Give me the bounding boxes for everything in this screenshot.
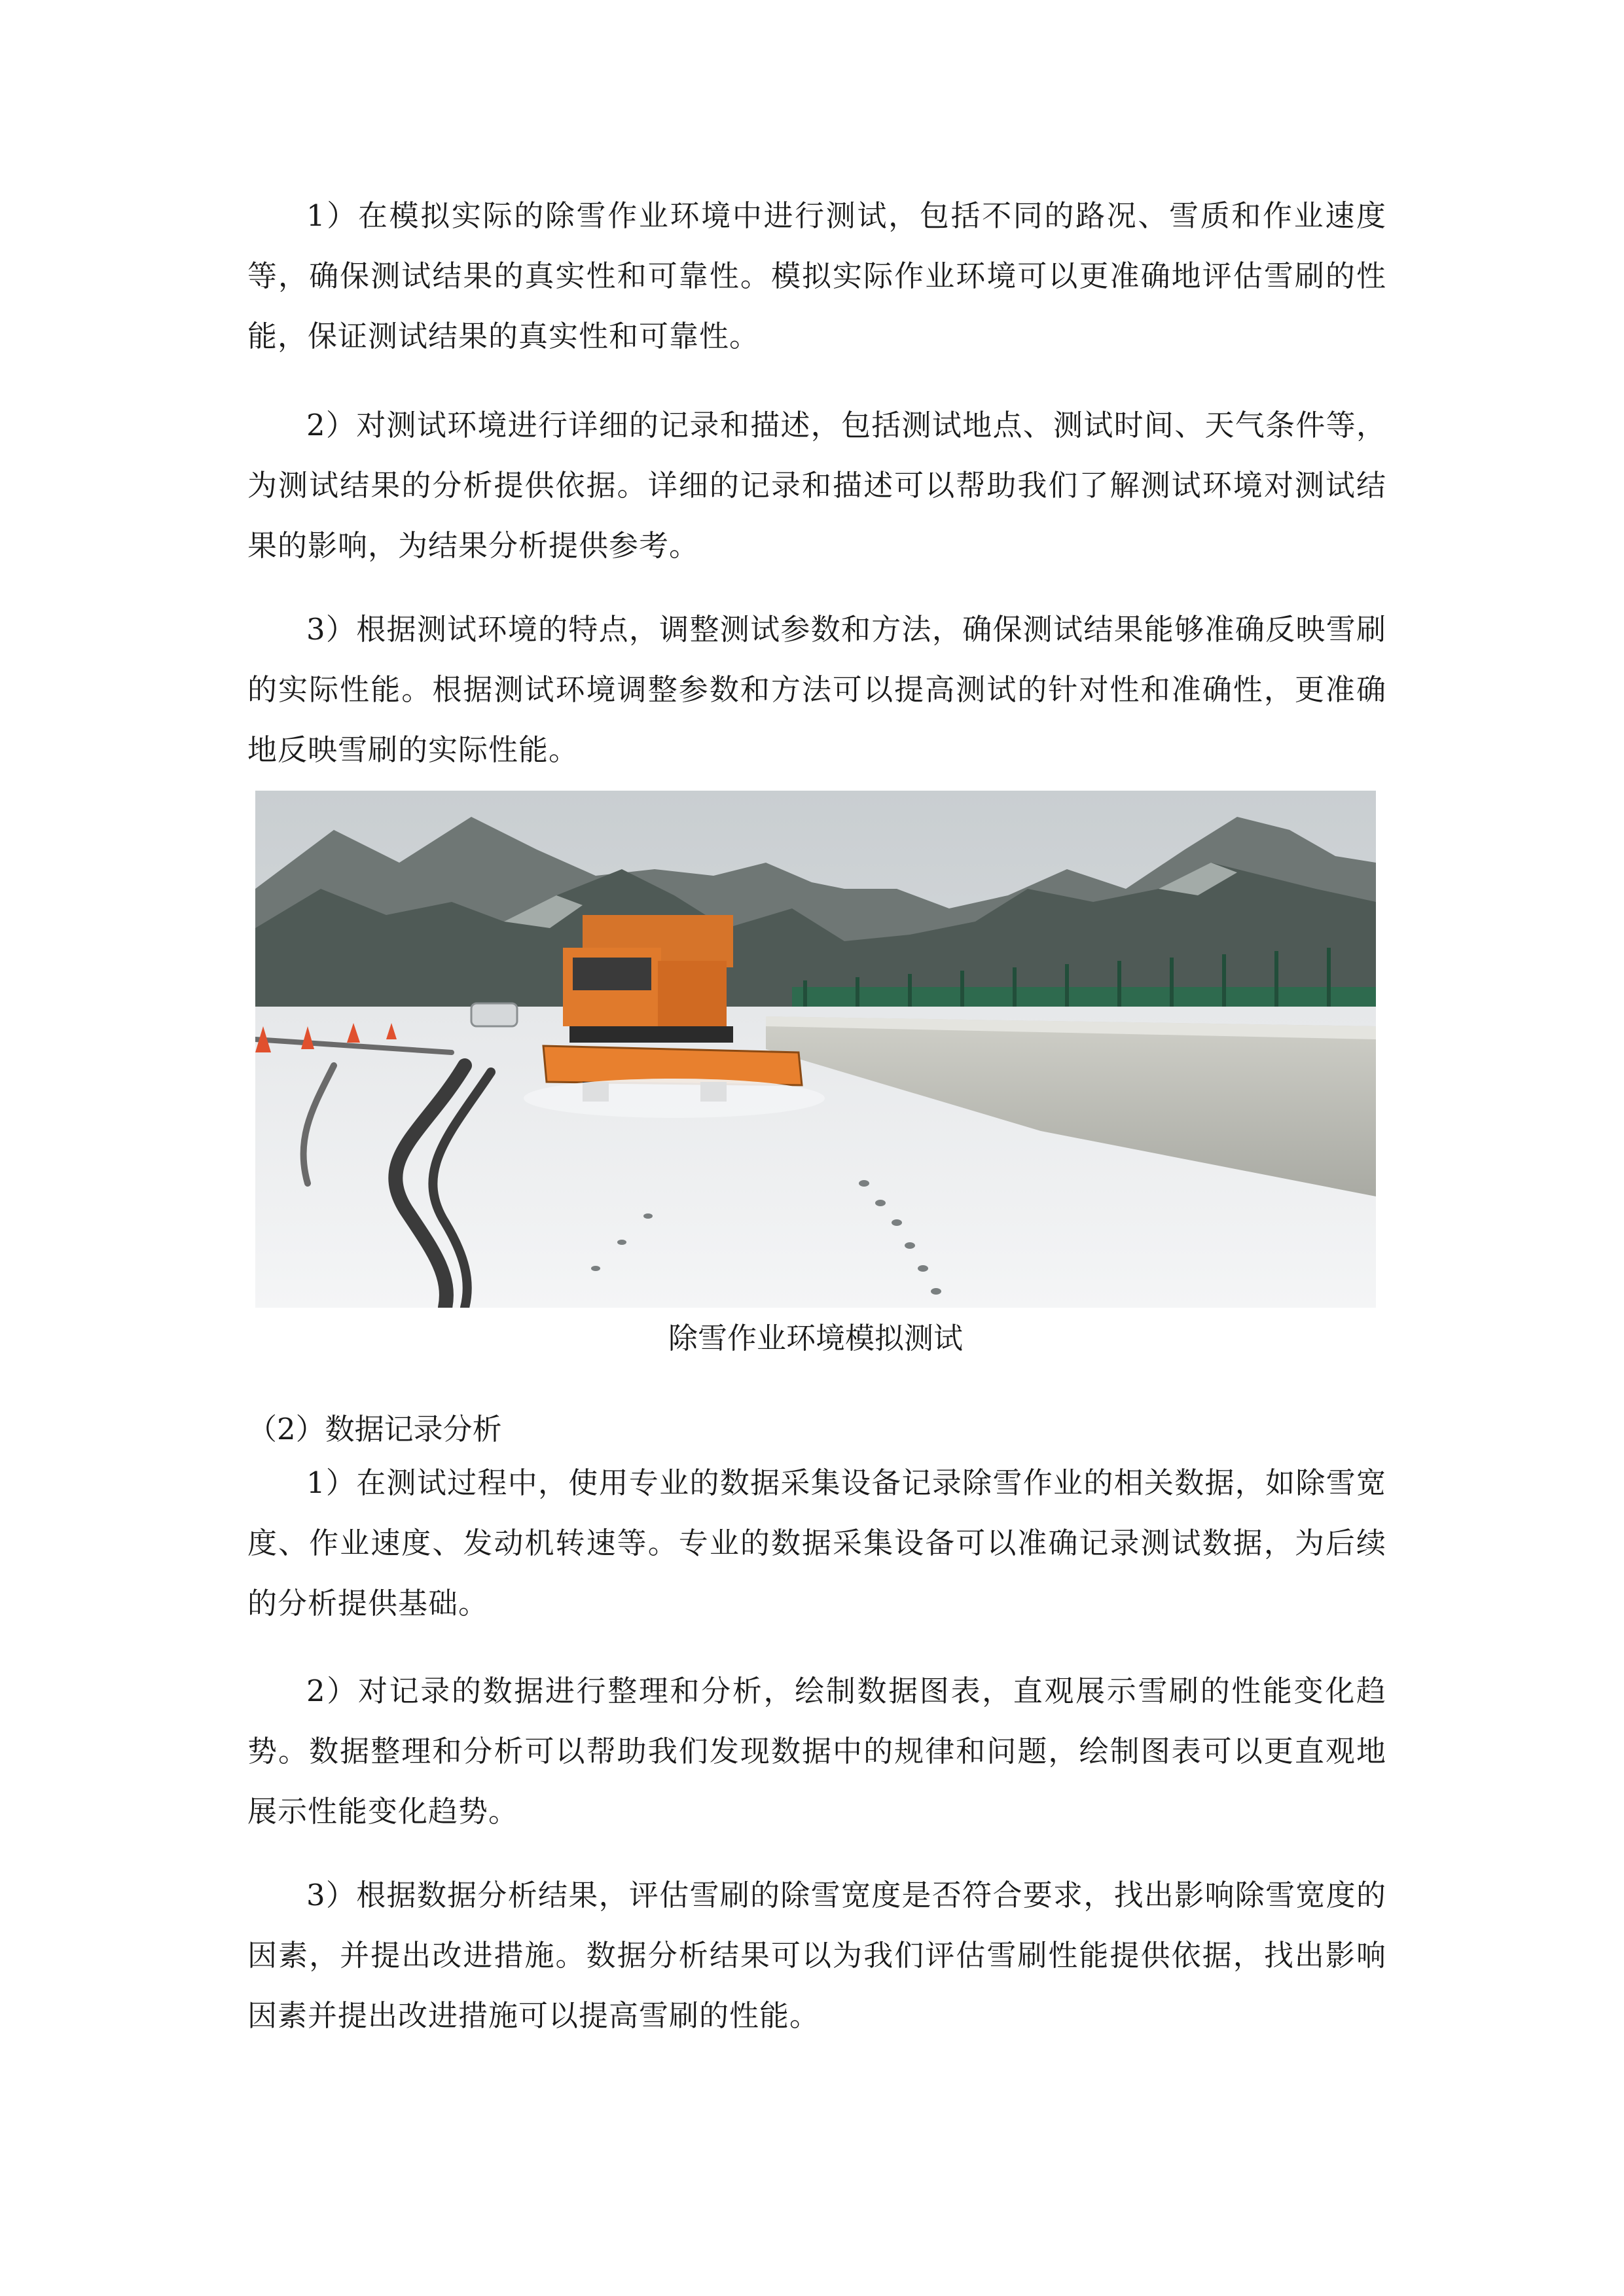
snow-plow-photo	[255, 791, 1376, 1308]
paragraph-1-2: 2）对测试环境进行详细的记录和描述，包括测试地点、测试时间、天气条件等，为测试结果的分析提供依据。详细的记录和描述可以帮助我们了解测试环境对测试结果的影响，为结果分析提供参考。	[247, 408, 1386, 563]
paragraph-2-3: 3）根据数据分析结果，评估雪刷的除雪宽度是否符合要求，找出影响除雪宽度的因素，并提出改进措施。数据分析结果可以为我们评估雪刷性能提供依据，找出影响因素并提出改进措施可以提高雪刷的性能。	[247, 1878, 1386, 2033]
paragraph-2-1: 1）在测试过程中，使用专业的数据采集设备记录除雪作业的相关数据，如除雪宽度、作业速度、发动机转速等。专业的数据采集设备可以准确记录测试数据，为后续的分析提供基础。	[247, 1465, 1386, 1621]
figure-caption: 除雪作业环境模拟测试	[668, 1321, 963, 1355]
paragraph-1-1: 1）在模拟实际的除雪作业环境中进行测试，包括不同的路况、雪质和作业速度等，确保测试结果的真实性和可靠性。模拟实际作业环境可以更准确地评估雪刷的性能，保证测试结果的真实性和可靠性。	[247, 198, 1386, 353]
paragraph-2-2: 2）对记录的数据进行整理和分析，绘制数据图表，直观展示雪刷的性能变化趋势。数据整理和分析可以帮助我们发现数据中的规律和问题，绘制图表可以更直观地展示性能变化趋势。	[247, 1674, 1386, 1829]
snow-plow-illustration	[255, 791, 1376, 1308]
paragraph-1-3: 3）根据测试环境的特点，调整测试参数和方法，确保测试结果能够准确反映雪刷的实际性能。根据测试环境调整参数和方法可以提高测试的针对性和准确性，更准确地反映雪刷的实际性能。	[247, 612, 1386, 767]
section-heading: （2）数据记录分析	[247, 1412, 502, 1446]
